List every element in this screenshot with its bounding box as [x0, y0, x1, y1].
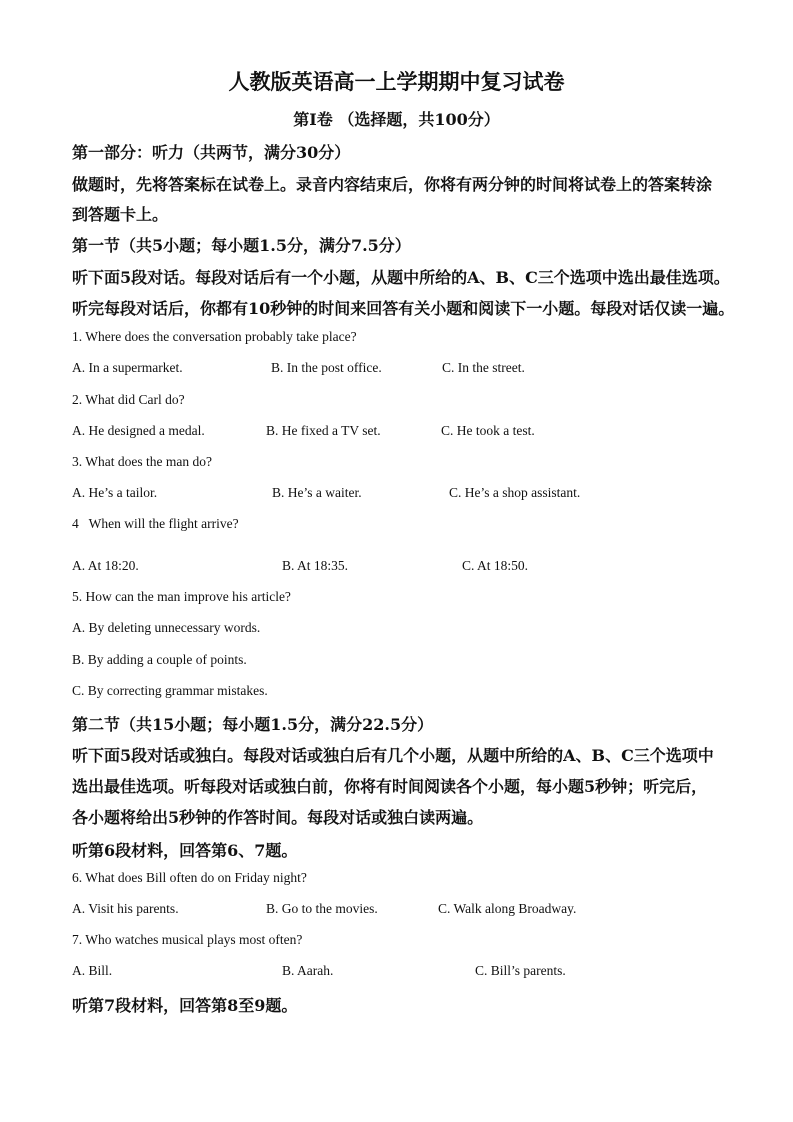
section1-intro-line: 听完每段对话后，你都有10秒钟的时间来回答有关小题和阅读下一小题。每段对话仅读一遍。 — [72, 299, 735, 318]
option-c: C. Walk along Broadway. — [438, 901, 577, 916]
option-c: C. By correcting grammar mistakes. — [72, 683, 268, 698]
page-title: 人教版英语高一上学期期中复习试卷 — [228, 69, 565, 94]
option-b: B. Aarah. — [282, 963, 334, 978]
section2-intro-line: 各小题将给出5秒钟的作答时间。每段对话或独白读两遍。 — [72, 808, 484, 827]
section2-intro-line: 选出最佳选项。听每段对话或独白前，你将有时间阅读各个小题，每小题5秒钟；听完后， — [72, 777, 708, 796]
material-7-heading: 听第7段材料，回答第8至9题。 — [72, 996, 298, 1015]
option-c: C. He’s a shop assistant. — [449, 485, 581, 500]
option-a: A. In a supermarket. — [72, 360, 183, 375]
option-b: B. In the post office. — [271, 360, 382, 375]
question-7: 7. Who watches musical plays most often? — [72, 932, 303, 947]
option-a: A. He’s a tailor. — [72, 485, 158, 500]
part1-heading: 第一部分：听力（共两节，满分30分） — [72, 143, 351, 162]
section2-intro-line: 听下面5段对话或独白。每段对话或独白后有几个小题，从题中所给的A、B、C三个选项中 — [72, 746, 714, 765]
option-b: B. By adding a couple of points. — [72, 652, 247, 667]
page-subtitle: 第Ⅰ卷 （选择题，共100分） — [293, 110, 500, 129]
option-c: C. In the street. — [442, 360, 525, 375]
question-2: 2. What did Carl do? — [72, 392, 185, 407]
option-a: A. At 18:20. — [72, 558, 139, 573]
question-4: 4 When will the flight arrive? — [72, 516, 239, 531]
option-a: A. He designed a medal. — [72, 423, 205, 438]
question-1: 1. Where does the conversation probably take place? — [72, 329, 357, 344]
option-b: B. He fixed a TV set. — [266, 423, 381, 438]
question-3: 3. What does the man do? — [72, 454, 212, 469]
option-c: C. Bill’s parents. — [475, 963, 566, 978]
material-6-heading: 听第6段材料，回答第6、7题。 — [72, 841, 298, 860]
question-6: 6. What does Bill often do on Friday night? — [72, 870, 307, 885]
option-b: B. He’s a waiter. — [272, 485, 362, 500]
part1-intro-line: 到答题卡上。 — [72, 205, 169, 224]
section2-heading: 第二节（共15小题；每小题1.5分，满分22.5分） — [72, 715, 434, 734]
option-b: B. Go to the movies. — [266, 901, 378, 916]
section1-intro-line: 听下面5段对话。每段对话后有一个小题，从题中所给的A、B、C三个选项中选出最佳选项。 — [72, 268, 730, 287]
option-a: A. By deleting unnecessary words. — [72, 620, 261, 635]
question-5: 5. How can the man improve his article? — [72, 589, 291, 604]
option-a: A. Visit his parents. — [72, 901, 179, 916]
option-c: C. At 18:50. — [462, 558, 529, 573]
part1-intro-line: 做题时，先将答案标在试卷上。录音内容结束后，你将有两分钟的时间将试卷上的答案转涂 — [72, 175, 713, 194]
option-a: A. Bill. — [72, 963, 113, 978]
section1-heading: 第一节（共5小题；每小题1.5分，满分7.5分） — [72, 236, 411, 255]
option-b: B. At 18:35. — [282, 558, 349, 573]
option-c: C. He took a test. — [441, 423, 535, 438]
